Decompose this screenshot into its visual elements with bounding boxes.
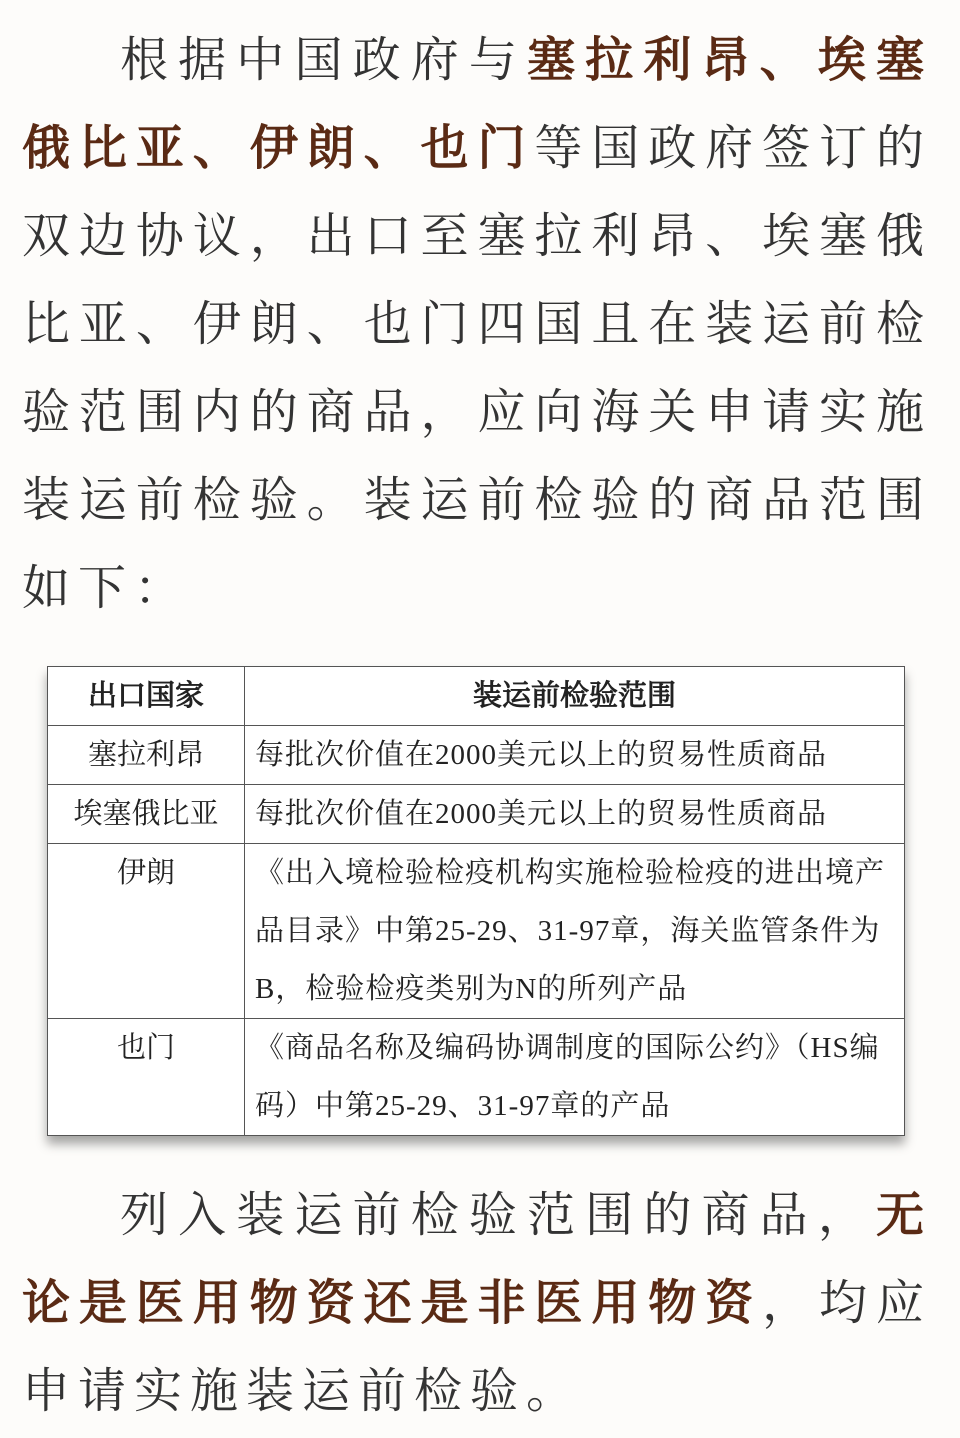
scope-cell: 每批次价值在2000美元以上的贸易性质商品 bbox=[245, 726, 905, 785]
scope-cell: 《商品名称及编码协调制度的国际公约》（HS编码）中第25-29、31-97章的产品 bbox=[245, 1019, 905, 1136]
inspection-scope-table bbox=[47, 666, 905, 1136]
country-cell: 也门 bbox=[48, 1019, 245, 1136]
country-cell: 塞拉利昂 bbox=[48, 726, 245, 785]
text-segment: 等国政府签订的双边协议，出口至塞拉利昂、埃塞俄比亚、伊朗、也门四国且在装运前检验范围内的商品，应向海关申请实施装运前检验。装运前检验的商品范围如下： bbox=[22, 120, 932, 616]
table-row bbox=[48, 1019, 905, 1136]
header-scope: 装运前检验范围 bbox=[245, 667, 905, 726]
highlighted-countries: 塞拉利昂、埃塞俄比亚、伊朗、也门 bbox=[22, 32, 932, 176]
text-segment: 列入装运前检验范围的商品， bbox=[120, 1187, 876, 1243]
scope-cell: 《出入境检验检疫机构实施检验检疫的进出境产品目录》中第25-29、31-97章，海关监管条件为B，检验检疫类别为N的所列产品 bbox=[245, 844, 905, 1019]
country-cell: 伊朗 bbox=[48, 844, 245, 1019]
country-cell: 埃塞俄比亚 bbox=[48, 785, 245, 844]
table-row bbox=[48, 844, 905, 1019]
text-segment: ，均应申请实施装运前检验。 bbox=[22, 1275, 932, 1419]
highlighted-medical-goods: 无论是医用物资还是非医用物资 bbox=[22, 1187, 932, 1331]
conclusion-paragraph bbox=[22, 1171, 932, 1435]
table-header-row bbox=[48, 667, 905, 726]
scope-cell: 每批次价值在2000美元以上的贸易性质商品 bbox=[245, 785, 905, 844]
table-row bbox=[48, 726, 905, 785]
text-segment: 根据中国政府与 bbox=[120, 32, 528, 88]
header-country: 出口国家 bbox=[48, 667, 245, 726]
intro-paragraph bbox=[22, 16, 932, 632]
table-row bbox=[48, 785, 905, 844]
